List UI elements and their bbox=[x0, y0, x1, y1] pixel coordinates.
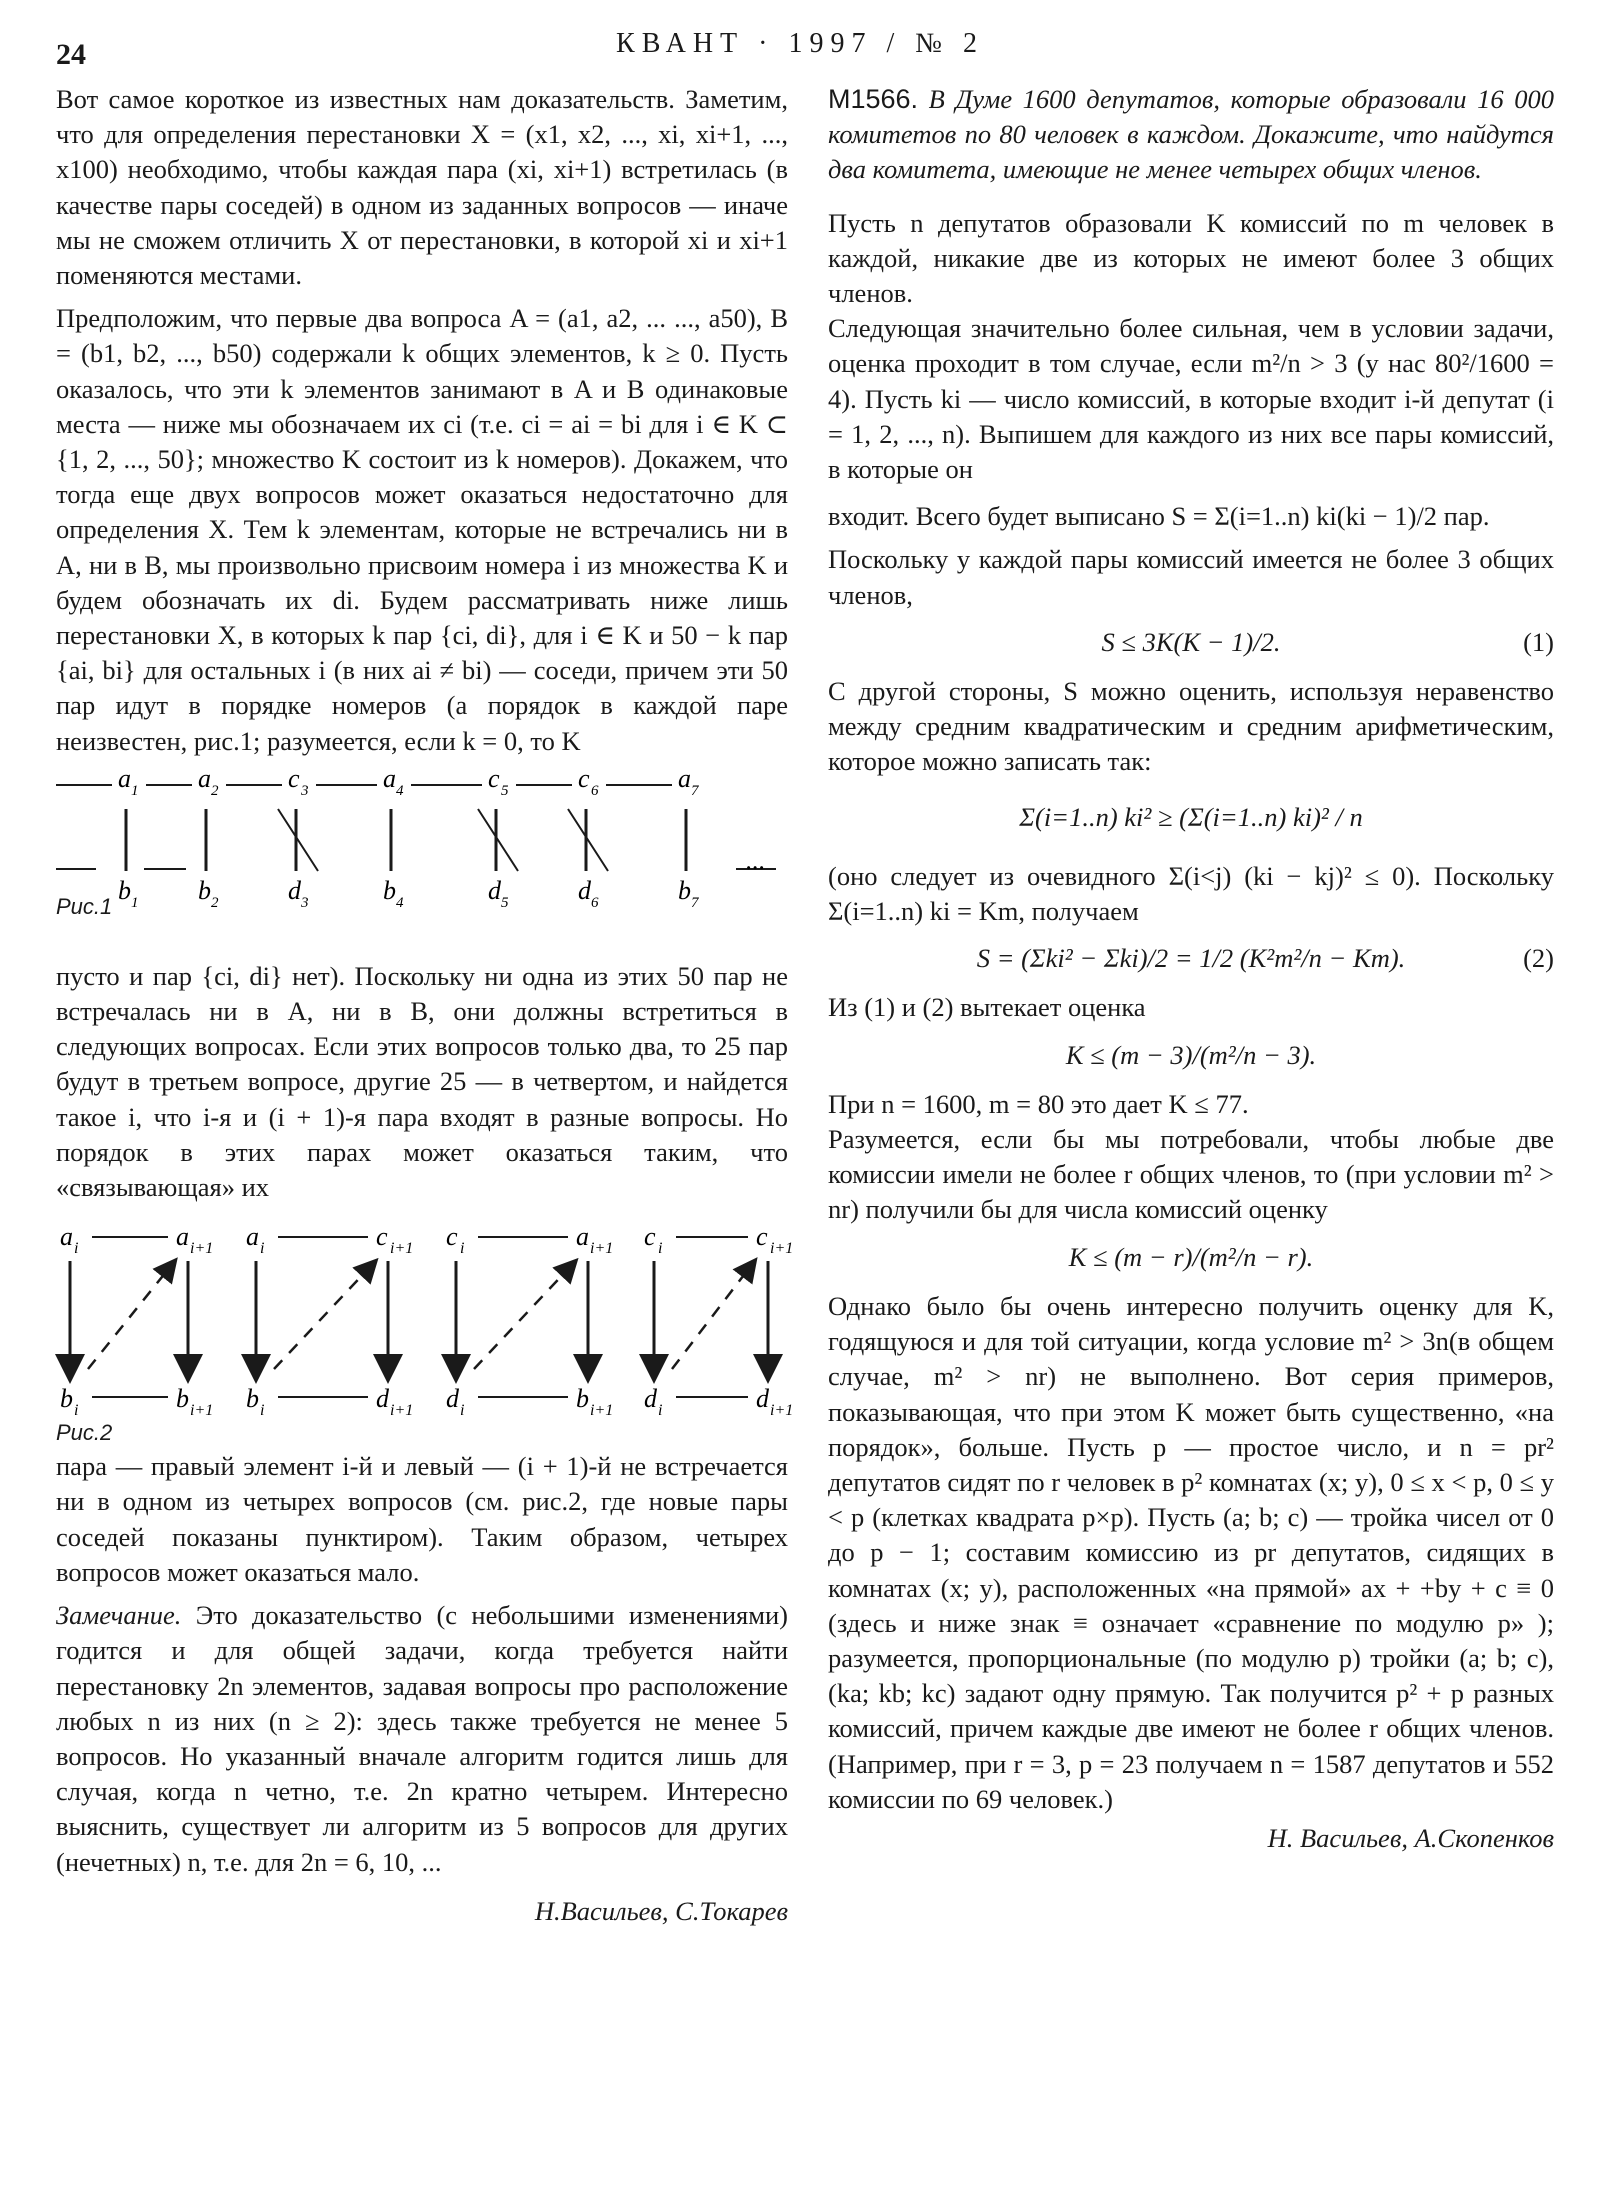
fig2-top-left-3: c bbox=[446, 1222, 458, 1252]
fig2-bottom-right-2-sub: i+1 bbox=[390, 1402, 414, 1420]
bottom-sub-5: 5 bbox=[501, 894, 509, 911]
top-sub-6: 6 bbox=[591, 782, 599, 799]
fig2-bottom-right-1: b bbox=[176, 1384, 189, 1414]
figure-1-ellipsis: ... bbox=[746, 845, 766, 875]
paragraph: Предположим, что первые два вопроса A = (a1, a2, ... ..., a50), B = (b1, b2, ..., b50) содержали k общих элементов, k ≥ 0. Пусть оказалось, что эти k элементов занимают в A и B одинаковые места — ниже мы обозначаем их ci (т.е. ci = ai = bi для i ∈ K ⊂ {1, 2, ..., 50}; множество K состоит из k номеров). Докажем, что тогда еще двух вопросов может оказаться недостаточно для определения X. Тем k элементам, которые не встречались ни в A, ни в B, мы произвольно присвоим номера i из множества K и будем обозначать их di. Будем рассматривать ниже лишь перестановки X, в которых k пар {ci, di}, для i ∈ K и 50 − k пар {ai, bi} для остальных i (в них ai ≠ bi) — соседи, причем эти 50 пар идут в порядке номеров (а порядок в каждой паре неизвестен, рис.1; разумеется, если k = 0, то K bbox=[56, 303, 788, 756]
top-label-4: a bbox=[383, 763, 396, 793]
fig2-top-left-1-sub: i bbox=[74, 1240, 79, 1258]
figure-1-caption: Рис.1 bbox=[56, 893, 113, 919]
remark-text: Это доказательство (с небольшими изменениями) годится и для общей задачи, когда требуется найти перестановку 2n элементов, задавая вопросы про расположение любых n из них (n ≥ 2): здесь также требуется не менее 5 вопросов. Но указанный вначале алгоритм годится лишь для случая, когда n четно, т.е. 2n кратно четырем. Интересно выяснить, существует ли алгоритм из 5 вопросов для других (нечетных) n, т.е. для 2n = 6, 10, ... bbox=[56, 1600, 788, 1877]
problem-statement bbox=[828, 82, 1554, 188]
fig2-top-left-4: c bbox=[644, 1222, 656, 1252]
equation-3-body: K ≤ (m − 3)/(m²/n − 3). bbox=[1065, 1039, 1317, 1070]
paragraph: пусто и пар {ci, di} нет). Поскольку ни одна из этих 50 пар не встречалась ни в A, ни в B, они должны встретиться в следующих вопросах. Если этих вопросов только два, то 25 пар будут в третьем вопросе, другие 25 — в четвертом, и найдется такое i, что i-я и (i + 1)-я пара входят в разные вопросы. Но порядок в этих парах может оказаться таким, что «связывающая» их bbox=[56, 960, 788, 1203]
top-label-2: a bbox=[198, 763, 211, 793]
fig2-dashed-pair bbox=[672, 1267, 750, 1369]
fig2-bottom-left-1: b bbox=[60, 1384, 73, 1414]
cross-link bbox=[478, 809, 518, 871]
equation-2 bbox=[828, 941, 1554, 976]
top-label-1: a bbox=[118, 763, 131, 793]
fig2-top-right-2-sub: i+1 bbox=[390, 1240, 414, 1258]
left-column bbox=[56, 82, 794, 1929]
problem-text: В Думе 1600 депутатов, которые образовали 16 000 комитетов по 80 человек в каждом. Докажите, что найдутся два комитета, имеющие не менее четырех общих членов. bbox=[828, 84, 1554, 185]
paragraph: Следующая значительно более сильная, чем в условии задачи, оценка проходит в том случае, если m²/n > 3 (у нас 80²/1600 = 4). Пусть ki — число комиссий, в которые входит i-й депутат (i = 1, 2, ..., n). Выпишем для каждого из них все пары комиссий, в которые он bbox=[828, 313, 1554, 485]
equation-2-body: S = (Σki² − Σki)/2 = 1/2 (K²m²/n − Km). bbox=[976, 943, 1406, 974]
cross-link bbox=[278, 809, 318, 871]
fig2-top-right-4: c bbox=[756, 1222, 768, 1252]
remark bbox=[56, 1598, 788, 1880]
bottom-label-7: b bbox=[678, 875, 691, 905]
cross-link bbox=[568, 809, 608, 871]
fig2-bottom-right-2: d bbox=[376, 1384, 389, 1414]
fig2-bottom-right-3-sub: i+1 bbox=[590, 1402, 614, 1420]
paragraph: С другой стороны, S можно оценить, используя неравенство между средним квадратическим и средним арифметическим, которое можно записать так: bbox=[828, 676, 1554, 777]
figure-2-diagram bbox=[56, 1219, 794, 1420]
fig2-top-left-3-sub: i bbox=[460, 1240, 465, 1258]
inequality-formula bbox=[828, 800, 1554, 835]
bottom-sub-2: 2 bbox=[211, 894, 219, 911]
top-sub-4: 4 bbox=[396, 782, 404, 799]
fig2-dashed-pair bbox=[88, 1267, 170, 1369]
equation-1-body: S ≤ 3K(K − 1)/2. bbox=[1101, 626, 1281, 657]
fig2-bottom-left-3-sub: i bbox=[460, 1402, 465, 1420]
paragraph: Поскольку у каждой пары комиссий имеется не более 3 общих членов, bbox=[828, 544, 1554, 610]
problem-id: М1566. bbox=[828, 84, 919, 114]
bottom-sub-3: 3 bbox=[301, 894, 309, 911]
right-column bbox=[828, 82, 1554, 1856]
top-label-7: a bbox=[678, 763, 691, 793]
left-signature: Н.Васильев, С.Токарев bbox=[534, 1895, 788, 1926]
paragraph: Из (1) и (2) вытекает оценка bbox=[828, 992, 1146, 1023]
equation-4-body: K ≤ (m − r)/(m²/n − r). bbox=[1068, 1241, 1314, 1272]
page-header bbox=[0, 28, 1600, 71]
page-number: 24 bbox=[56, 38, 86, 71]
top-sub-3: 3 bbox=[301, 782, 309, 799]
fig2-bottom-left-2-sub: i bbox=[260, 1402, 265, 1420]
paragraph: Вот самое короткое из известных нам доказательств. Заметим, что для определения перестановки X = (x1, x2, ..., xi, xi+1, ..., x100) необходимо, чтобы каждая пара (xi, xi+1) встретилась (в качестве пары соседей) в одном из заданных вопросов — иначе мы не сможем отличить X от перестановки, в которой xi и xi+1 поменяются местами. bbox=[56, 84, 788, 291]
bottom-sub-4: 4 bbox=[396, 894, 404, 911]
top-sub-5: 5 bbox=[501, 782, 509, 799]
fig2-bottom-left-1-sub: i bbox=[74, 1402, 79, 1420]
equation-1 bbox=[828, 625, 1554, 660]
top-label-3: c bbox=[288, 763, 300, 793]
bottom-label-1: b bbox=[118, 875, 131, 905]
inequality-body: Σ(i=1..n) ki² ≥ (Σ(i=1..n) ki)² / n bbox=[1019, 801, 1363, 832]
paragraph: входит. Всего будет выписано S = Σ(i=1..n) ki(ki − 1)/2 пар. bbox=[828, 501, 1490, 532]
fig2-bottom-right-1-sub: i+1 bbox=[190, 1402, 214, 1420]
bottom-label-2: b bbox=[198, 875, 211, 905]
fig2-bottom-right-3: b bbox=[576, 1384, 589, 1414]
fig2-bottom-right-4-sub: i+1 bbox=[770, 1402, 794, 1420]
top-label-6: c bbox=[578, 763, 590, 793]
top-sub-1: 1 bbox=[131, 782, 139, 799]
equation-1-number: (1) bbox=[1523, 626, 1554, 657]
fig2-dashed-pair bbox=[474, 1267, 570, 1369]
fig2-top-right-2: c bbox=[376, 1222, 388, 1252]
fig2-top-left-2-sub: i bbox=[260, 1240, 265, 1258]
paragraph: Разумеется, если бы мы потребовали, чтобы любые две комиссии имели не более r общих членов, то (при условии m² > nr) получили бы для числа комиссий оценку bbox=[828, 1124, 1554, 1225]
bottom-sub-7: 7 bbox=[691, 894, 699, 911]
paragraph: пара — правый элемент i-й и левый — (i + 1)-й не встречается ни в одном из четырех вопросов (см. рис.2, где новые пары соседей показаны пунктиром). Таким образом, четырех вопросов может оказаться мало. bbox=[56, 1451, 788, 1587]
fig2-top-left-1: a bbox=[60, 1222, 73, 1252]
top-sub-2: 2 bbox=[211, 782, 219, 799]
journal-title: КВАНТ · 1997 / № 2 bbox=[616, 28, 984, 59]
fig2-bottom-left-4-sub: i bbox=[658, 1402, 663, 1420]
fig2-top-right-1: a bbox=[176, 1222, 189, 1252]
bottom-label-3: d bbox=[288, 875, 301, 905]
equation-4 bbox=[828, 1240, 1554, 1275]
bottom-label-6: d bbox=[578, 875, 591, 905]
fig2-bottom-left-2: b bbox=[246, 1384, 259, 1414]
figure-1 bbox=[56, 763, 788, 925]
right-signature: Н. Васильев, А.Скопенков bbox=[1267, 1822, 1554, 1853]
top-sub-7: 7 bbox=[691, 782, 699, 799]
paragraph: Однако было бы очень интересно получить оценку для K, годящуюся и для той ситуации, когда условие m² > 3n(в общем случае, m² > nr) не выполнено. Вот серия примеров, показывающая, что при этом K может быть существенно, «на порядок», больше. Пусть p — простое число, и n = pr² депутатов сидят по r человек в p² комнатах (x; y), 0 ≤ x < p, 0 ≤ y < p (клетках квадрата p×p). Пусть (a; b; c) — тройка чисел от 0 до p − 1; составим комиссию из pr депутатов, сидящих в комнатах (x; y), расположенных «на прямой» ax + +by + c ≡ 0 (здесь и ниже знак ≡ означает «сравнение по модулю p» ); разумеется, пропорциональные (по модулю p) тройки (a; b; c), (ka; kb; kc) задают одну прямую. Так получится p² + p разных комиссий, причем каждые две имеют не более r общих членов. (Например, при r = 3, p = 23 получаем n = 1587 депутатов и 552 комиссии по 69 человек.) bbox=[828, 1290, 1554, 1814]
paragraph: Пусть n депутатов образовали K комиссий по m человек в каждой, никакие две из которых не имеют более 3 общих членов. bbox=[828, 207, 1554, 309]
fig2-top-right-3: a bbox=[576, 1222, 589, 1252]
fig2-top-left-2: a bbox=[246, 1222, 259, 1252]
fig2-top-right-1-sub: i+1 bbox=[190, 1240, 214, 1258]
equation-2-number: (2) bbox=[1523, 943, 1554, 974]
fig2-top-right-4-sub: i+1 bbox=[770, 1240, 794, 1258]
figure-2 bbox=[56, 1219, 794, 1449]
bottom-label-4: b bbox=[383, 875, 396, 905]
bottom-sub-1: 1 bbox=[131, 894, 139, 911]
equation-3 bbox=[828, 1038, 1554, 1073]
remark-label: Замечание. bbox=[56, 1600, 182, 1631]
figure-2-caption: Рис.2 bbox=[56, 1420, 113, 1446]
paragraph: При n = 1600, m = 80 это дает K ≤ 77. bbox=[828, 1088, 1249, 1119]
fig2-top-left-4-sub: i bbox=[658, 1240, 663, 1258]
bottom-label-5: d bbox=[488, 875, 501, 905]
paragraph: (оно следует из очевидного Σ(i<j) (ki − kj)² ≤ 0). Поскольку Σ(i=1..n) ki = Km, получаем bbox=[828, 860, 1554, 927]
fig2-bottom-left-3: d bbox=[446, 1384, 459, 1414]
bottom-sub-6: 6 bbox=[591, 894, 599, 911]
fig2-top-right-3-sub: i+1 bbox=[590, 1240, 614, 1258]
fig2-dashed-pair bbox=[274, 1267, 370, 1369]
top-label-5: c bbox=[488, 763, 500, 793]
fig2-bottom-right-4: d bbox=[756, 1384, 769, 1414]
fig2-bottom-left-4: d bbox=[644, 1384, 657, 1414]
